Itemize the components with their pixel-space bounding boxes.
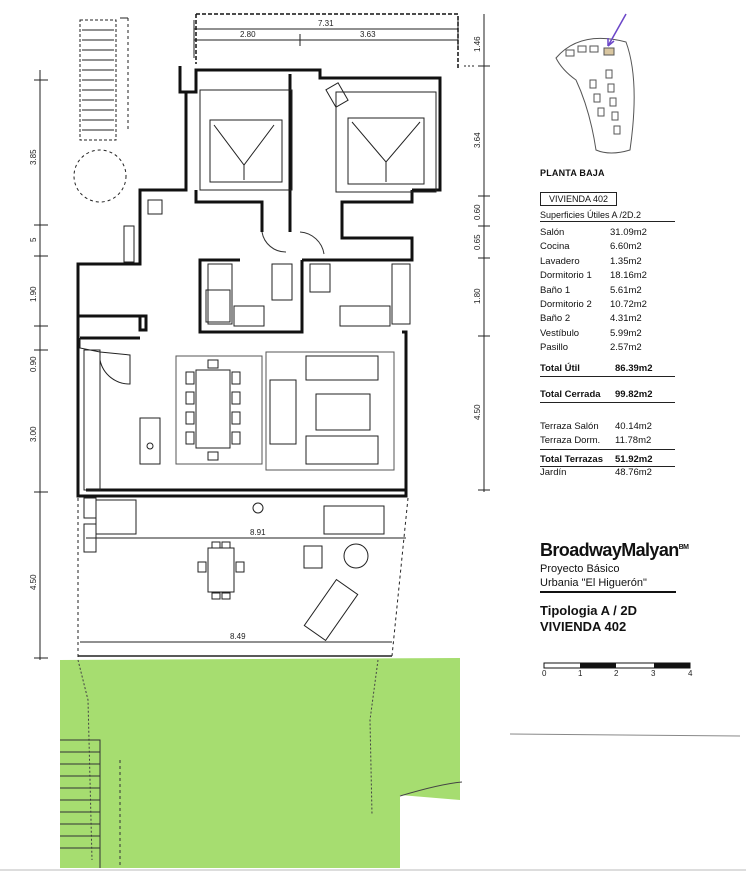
urbania-line: Urbania "El Higuerón" bbox=[540, 577, 647, 589]
title-rule bbox=[540, 591, 676, 593]
room-name: Dormitorio 1 bbox=[540, 270, 592, 282]
dim-right-146: 1.46 bbox=[473, 36, 482, 52]
scale-label-4: 4 bbox=[688, 669, 693, 678]
dim-top-total: 7.31 bbox=[318, 19, 334, 28]
room-name: Baño 1 bbox=[540, 284, 571, 296]
section-title: PLANTA BAJA bbox=[540, 168, 605, 178]
room-name: Dormitorio 2 bbox=[540, 298, 592, 310]
room-area: 31.09m2 bbox=[610, 227, 647, 238]
dim-right-364: 3.64 bbox=[473, 132, 482, 148]
jardin-row bbox=[540, 466, 675, 479]
room-row bbox=[540, 241, 730, 255]
room-area: 18.16m2 bbox=[610, 270, 647, 282]
room-area: 6.60m2 bbox=[610, 241, 642, 253]
room-name: Pasillo bbox=[540, 342, 568, 354]
dim-right-060: 0.60 bbox=[473, 204, 482, 220]
surfaces-header: Superficies Útiles A /2D.2 bbox=[540, 210, 675, 222]
room-row bbox=[540, 256, 730, 270]
brand-name: BroadwayMalyan bbox=[540, 540, 679, 560]
dim-left-385: 3.85 bbox=[29, 149, 38, 165]
terrace-name: Terraza Salón bbox=[540, 420, 599, 432]
stairs-upper bbox=[74, 18, 128, 202]
total-terrazas-value: 51.92m2 bbox=[615, 454, 653, 466]
room-row bbox=[540, 299, 730, 313]
total-cerrada-label: Total Cerrada bbox=[540, 388, 601, 400]
scale-label-1: 1 bbox=[578, 669, 583, 678]
terrace-area: 40.14m2 bbox=[615, 420, 652, 432]
room-name: Baño 2 bbox=[540, 313, 571, 325]
dim-left-090: 0.90 bbox=[29, 356, 38, 372]
brand-logo bbox=[540, 540, 740, 561]
room-row bbox=[540, 313, 730, 327]
dim-right-450: 4.50 bbox=[473, 404, 482, 420]
dim-left-190: 1.90 bbox=[29, 286, 38, 302]
room-row bbox=[540, 328, 730, 342]
total-util-row bbox=[540, 363, 675, 377]
room-area: 2.57m2 bbox=[610, 342, 642, 354]
room-area: 1.35m2 bbox=[610, 255, 642, 267]
jardin-value: 48.76m2 bbox=[615, 467, 652, 479]
room-row bbox=[540, 342, 730, 356]
total-util-label: Total Útil bbox=[540, 362, 580, 374]
title-block bbox=[540, 540, 740, 635]
terrace-row bbox=[540, 435, 675, 450]
total-cerrada-row bbox=[540, 389, 675, 403]
room-area: 5.61m2 bbox=[610, 284, 642, 296]
total-util-value: 86.39m2 bbox=[615, 362, 653, 374]
tipologia: Tipologia A / 2D bbox=[540, 603, 638, 618]
room-name: Lavadero bbox=[540, 255, 580, 267]
jardin-label: Jardín bbox=[540, 467, 567, 479]
bottom-rule bbox=[510, 734, 740, 736]
dim-left-300: 3.00 bbox=[29, 426, 38, 442]
vivienda-title: VIVIENDA 402 bbox=[540, 619, 627, 634]
scale-bar bbox=[544, 663, 690, 668]
room-list bbox=[540, 227, 730, 357]
total-cerrada-value: 99.82m2 bbox=[615, 388, 653, 400]
room-area: 10.72m2 bbox=[610, 298, 647, 310]
dim-left-5: 5 bbox=[29, 237, 38, 242]
terrace-area: 11.78m2 bbox=[615, 434, 652, 446]
unit-box: VIVIENDA 402 bbox=[540, 192, 617, 206]
room-name: Vestíbulo bbox=[540, 327, 580, 339]
room-name: Salón bbox=[540, 227, 565, 238]
total-terrazas-label: Total Terrazas bbox=[540, 454, 604, 466]
room-name: Cocina bbox=[540, 241, 570, 253]
apartment-walls bbox=[78, 66, 440, 496]
dim-right-180: 1.80 bbox=[473, 288, 482, 304]
room-row bbox=[540, 227, 730, 241]
project-line: Proyecto Básico bbox=[540, 563, 620, 575]
scale-label-3: 3 bbox=[651, 669, 656, 678]
room-area: 5.99m2 bbox=[610, 327, 642, 339]
terrace-name: Terraza Dorm. bbox=[540, 434, 601, 446]
dim-garden-width: 8.49 bbox=[230, 632, 246, 641]
site-key-plan bbox=[556, 38, 634, 153]
scale-label-0: 0 bbox=[542, 669, 547, 678]
brand-mark: BM bbox=[678, 544, 689, 551]
dim-left-450: 4.50 bbox=[29, 574, 38, 590]
room-row bbox=[540, 270, 730, 284]
scale-label-2: 2 bbox=[614, 669, 619, 678]
dim-top-left: 2.80 bbox=[240, 30, 256, 39]
areas-panel bbox=[540, 168, 730, 479]
room-row bbox=[540, 285, 730, 299]
terrace-list bbox=[540, 421, 730, 451]
dim-terrace-width: 8.91 bbox=[250, 528, 266, 537]
room-area: 4.31m2 bbox=[610, 313, 642, 325]
terrace-row bbox=[540, 421, 730, 435]
terrace-dimensions bbox=[80, 538, 406, 642]
dim-top-right: 3.63 bbox=[360, 30, 376, 39]
dim-right-065: 0.65 bbox=[473, 234, 482, 250]
